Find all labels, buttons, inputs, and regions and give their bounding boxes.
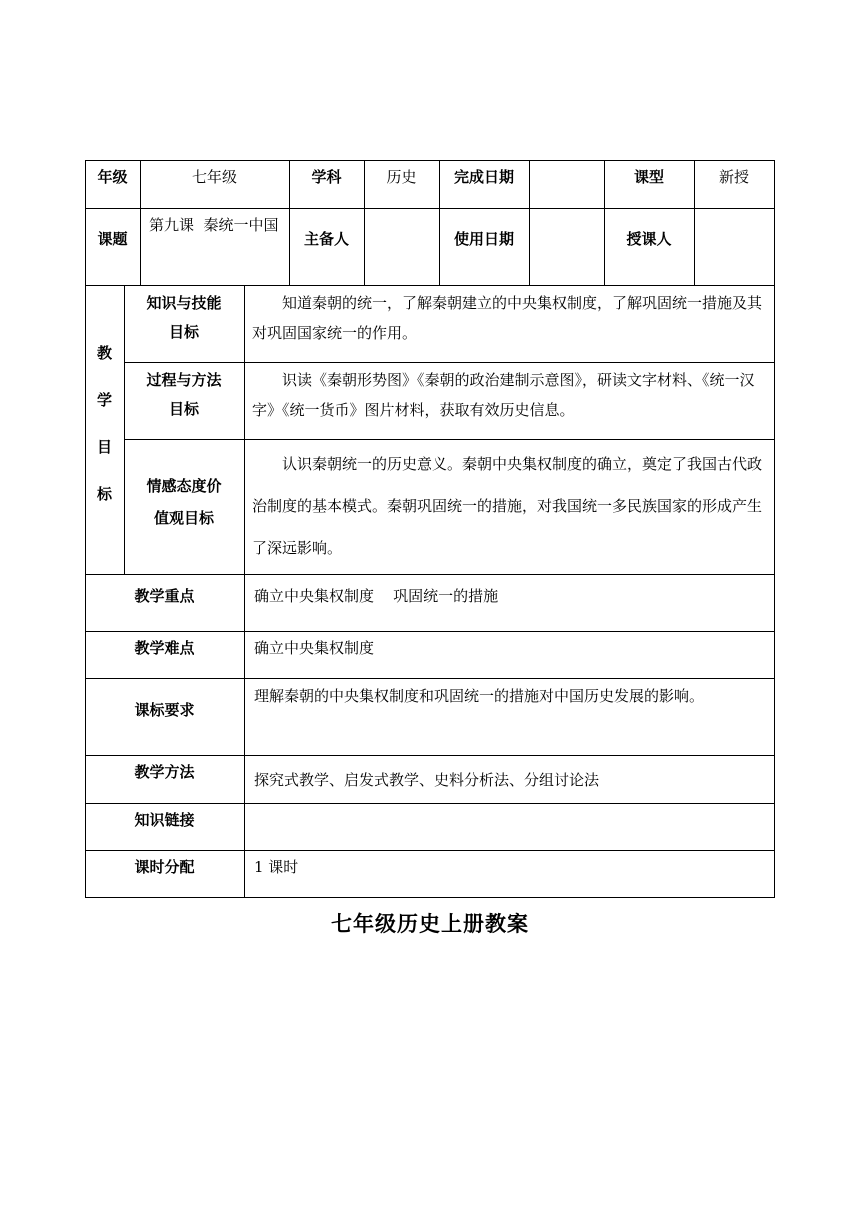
table-border-right bbox=[774, 160, 775, 898]
objectives-side-label-char: 教 bbox=[96, 344, 112, 362]
objective-label-line: 情感态度价 bbox=[146, 477, 222, 495]
subject-value: 历史 bbox=[386, 168, 417, 186]
topic-value: 第九课 秦统一中国 bbox=[149, 216, 279, 234]
table-border-top bbox=[85, 160, 775, 161]
completion-date-label: 完成日期 bbox=[453, 168, 514, 186]
objectives-side-label-char: 学 bbox=[96, 391, 112, 409]
table-border-left bbox=[85, 160, 86, 898]
use-date-label: 使用日期 bbox=[453, 230, 514, 248]
table-border-bottom bbox=[85, 897, 775, 898]
table-rule bbox=[85, 208, 775, 209]
lead-preparer-label: 主备人 bbox=[303, 230, 349, 248]
objective-label-line: 目标 bbox=[168, 323, 199, 341]
table-rule bbox=[85, 755, 775, 756]
table-rule bbox=[85, 850, 775, 851]
teacher-label: 授课人 bbox=[626, 230, 672, 248]
objective-label-line: 目标 bbox=[168, 400, 199, 418]
objective-label-line: 值观目标 bbox=[153, 509, 214, 527]
objectives-side-label-char: 标 bbox=[96, 485, 112, 503]
table-rule bbox=[85, 574, 775, 575]
objective-emotion-text: 认识秦朝统一的历史意义。秦朝中央集权制度的确立，奠定了我国古代政治制度的基本模式。秦朝巩固统一的措施，对我国统一多民族国家的形成产生了深远影响。 bbox=[252, 455, 763, 557]
difficulties-value: 确立中央集权制度 bbox=[254, 639, 375, 657]
objective-label-line: 知识与技能 bbox=[146, 294, 222, 312]
objective-process-text: 识读《秦朝形势图》《秦朝的政治建制示意图》，研读文字材料、《统一汉字》《统一货币》图片材料，获取有效历史信息。 bbox=[252, 371, 755, 419]
time-allocation-label: 课时分配 bbox=[134, 858, 195, 876]
document-caption: 七年级历史上册教案 bbox=[331, 912, 529, 936]
difficulties-label: 教学难点 bbox=[134, 639, 195, 657]
key-points-value: 确立中央集权制度 巩固统一的措施 bbox=[254, 587, 499, 605]
objective-knowledge-label bbox=[124, 289, 244, 347]
objective-emotion-label bbox=[124, 470, 244, 534]
subject-label: 学科 bbox=[311, 168, 342, 186]
time-allocation-value: 1 课时 bbox=[254, 858, 299, 876]
lesson-type-label: 课型 bbox=[633, 168, 664, 186]
method-value: 探究式教学、启发式教学、史料分析法、分组讨论法 bbox=[254, 771, 600, 789]
method-label: 教学方法 bbox=[134, 763, 195, 781]
knowledge-link-label: 知识链接 bbox=[134, 811, 195, 829]
table-rule bbox=[124, 439, 775, 440]
grade-label: 年级 bbox=[97, 168, 128, 186]
grade-value: 七年级 bbox=[191, 168, 237, 186]
standard-label: 课标要求 bbox=[134, 701, 195, 719]
table-rule bbox=[85, 803, 775, 804]
objective-process-label bbox=[124, 366, 244, 424]
table-rule bbox=[529, 160, 530, 285]
table-rule bbox=[85, 285, 775, 286]
table-rule bbox=[244, 285, 245, 898]
objective-label-line: 过程与方法 bbox=[146, 371, 222, 389]
standard-value: 理解秦朝的中央集权制度和巩固统一的措施对中国历史发展的影响。 bbox=[254, 687, 705, 705]
objective-knowledge-text: 知道秦朝的统一，了解秦朝建立的中央集权制度，了解巩固统一措施及其对巩固国家统一的作用。 bbox=[252, 294, 763, 342]
table-rule bbox=[124, 362, 775, 363]
topic-label: 课题 bbox=[97, 230, 128, 248]
objectives-side-label-char: 目 bbox=[96, 438, 112, 456]
key-points-label: 教学重点 bbox=[134, 587, 195, 605]
table-rule bbox=[85, 631, 775, 632]
table-rule bbox=[85, 678, 775, 679]
lesson-type-value: 新授 bbox=[718, 168, 749, 186]
